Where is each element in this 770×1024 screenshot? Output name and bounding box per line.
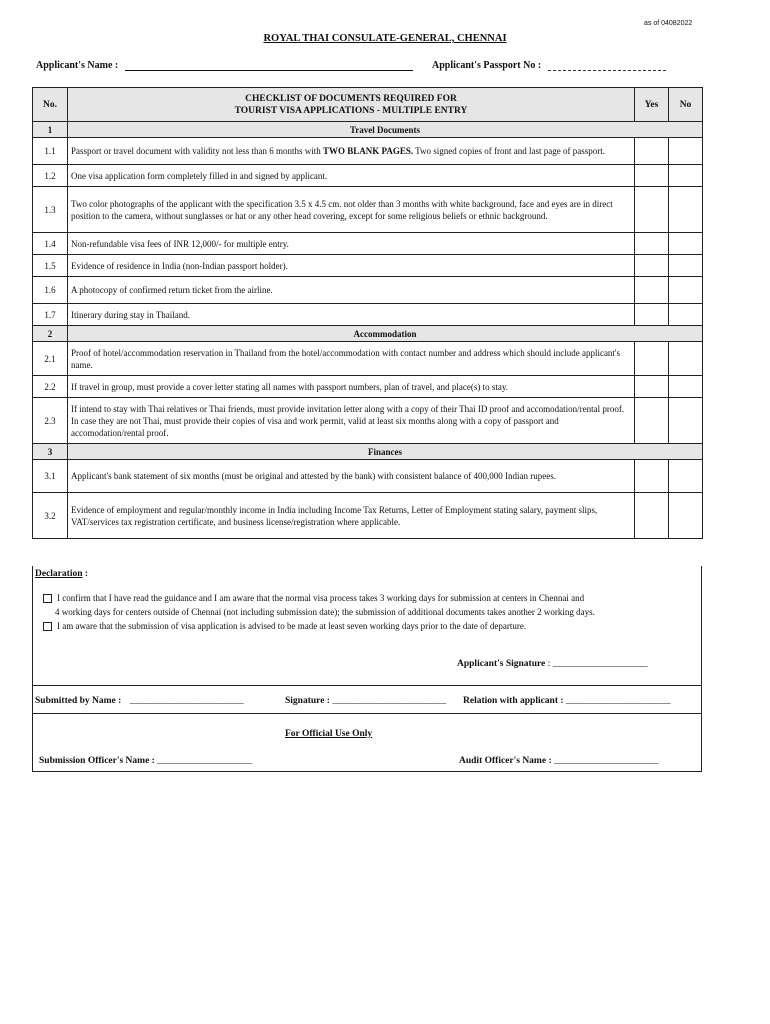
section-row bbox=[33, 444, 703, 460]
item-description: Non-refundable visa fees of INR 12,000/- for multiple entry. bbox=[68, 233, 635, 255]
applicant-signature-label: Applicant's Signature bbox=[457, 659, 546, 669]
declaration-item-1-line2: 4 working days for centers outside of Chennai (not including submission date); the submission of additional documents takes another 2 working days. bbox=[55, 607, 595, 617]
yes-checkbox-cell[interactable] bbox=[635, 165, 669, 187]
item-description: A photocopy of confirmed return ticket from the airline. bbox=[68, 277, 635, 304]
official-use-heading: For Official Use Only bbox=[285, 729, 373, 739]
submitted-by-field bbox=[35, 696, 244, 706]
checklist-table bbox=[32, 87, 703, 539]
item-description: Two color photographs of the applicant with the specification 3.5 x 4.5 cm. not older than 3 months with white background, face and eyes are in direct position to the camera, without sunglasses or hat or any other head covering, except for some religious beliefs or ethnic background. bbox=[68, 187, 635, 233]
checklist-item-row bbox=[33, 165, 703, 187]
section-row bbox=[33, 326, 703, 342]
audit-officer-field bbox=[459, 756, 658, 766]
checklist-item-row bbox=[33, 398, 703, 444]
submitter-signature-input[interactable]: ________________________ bbox=[332, 696, 447, 706]
section-number: 2 bbox=[33, 326, 68, 342]
item-description: If intend to stay with Thai relatives or Thai friends, must provide invitation letter along with a copy of their Thai ID proof and accomodation/rental proof. In case they are not Thai, must provide their copies of visa and work permit, valid at least six months along with a copy of passport and accomodation/rental proof. bbox=[68, 398, 635, 444]
yes-checkbox-cell[interactable] bbox=[635, 277, 669, 304]
checklist-item-row bbox=[33, 187, 703, 233]
no-checkbox-cell[interactable] bbox=[669, 255, 703, 277]
checklist-item-row bbox=[33, 277, 703, 304]
item-number: 2.2 bbox=[33, 376, 68, 398]
item-number: 3.1 bbox=[33, 460, 68, 493]
declaration-checkbox-2[interactable] bbox=[43, 622, 52, 631]
item-description: Proof of hotel/accommodation reservation in Thailand from the hotel/accommodation with contact number and address which should include applicant's name. bbox=[68, 342, 635, 376]
no-checkbox-cell[interactable] bbox=[669, 460, 703, 493]
item-description: If travel in group, must provide a cover letter stating all names with passport numbers, plan of travel, and place(s) to stay. bbox=[68, 376, 635, 398]
checklist-item-row bbox=[33, 255, 703, 277]
yes-checkbox-cell[interactable] bbox=[635, 138, 669, 165]
section-row bbox=[33, 122, 703, 138]
checklist-item-row bbox=[33, 493, 703, 539]
passport-field bbox=[432, 60, 666, 71]
submission-officer-input[interactable]: ____________________ bbox=[157, 756, 253, 766]
item-number: 1.6 bbox=[33, 277, 68, 304]
declaration-item-2-text: I am aware that the submission of visa application is advised to be made at least seven working days prior to the date of departure. bbox=[57, 621, 527, 631]
item-number: 3.2 bbox=[33, 493, 68, 539]
no-checkbox-cell[interactable] bbox=[669, 342, 703, 376]
no-checkbox-cell[interactable] bbox=[669, 187, 703, 233]
audit-officer-input[interactable]: ______________________ bbox=[553, 756, 659, 766]
checklist-item-row bbox=[33, 138, 703, 165]
passport-label: Applicant's Passport No : bbox=[432, 60, 542, 71]
declaration-item-1-line1: I confirm that I have read the guidance and I am aware that the normal visa process takes 3 working days for submission at centers in Chennai and bbox=[57, 593, 585, 603]
section-title: Accommodation bbox=[68, 326, 703, 342]
no-checkbox-cell[interactable] bbox=[669, 138, 703, 165]
checklist-item-row bbox=[33, 376, 703, 398]
no-column-header: No bbox=[669, 88, 703, 122]
yes-checkbox-cell[interactable] bbox=[635, 493, 669, 539]
item-number: 1.1 bbox=[33, 138, 68, 165]
version-date: as of 04082022 bbox=[644, 20, 693, 27]
no-checkbox-cell[interactable] bbox=[669, 376, 703, 398]
applicant-name-input[interactable] bbox=[125, 70, 413, 71]
no-checkbox-cell[interactable] bbox=[669, 398, 703, 444]
item-number: 2.3 bbox=[33, 398, 68, 444]
item-description: Itinerary during stay in Thailand. bbox=[68, 304, 635, 326]
applicant-name-label: Applicant's Name : bbox=[36, 60, 119, 71]
item-description: Applicant's bank statement of six months (must be original and attested by the bank) with consistent balance of 400,000 Indian rupees. bbox=[68, 460, 635, 493]
applicant-name-field bbox=[36, 60, 413, 71]
yes-checkbox-cell[interactable] bbox=[635, 398, 669, 444]
applicant-signature: Applicant's Signature : ____________________ bbox=[457, 659, 648, 669]
section-title: Travel Documents bbox=[68, 122, 703, 138]
submitted-by-input[interactable]: ________________________ bbox=[129, 696, 244, 706]
item-number: 1.4 bbox=[33, 233, 68, 255]
relation-field bbox=[463, 696, 670, 706]
no-header: No. bbox=[33, 88, 68, 122]
checklist-item-row bbox=[33, 233, 703, 255]
yes-checkbox-cell[interactable] bbox=[635, 304, 669, 326]
item-number: 1.7 bbox=[33, 304, 68, 326]
passport-input[interactable] bbox=[548, 70, 666, 71]
declaration-heading: Declaration : bbox=[35, 569, 89, 579]
submitted-by-label: Submitted by Name : bbox=[35, 696, 122, 706]
item-number: 1.3 bbox=[33, 187, 68, 233]
submitter-signature-field bbox=[285, 696, 446, 706]
audit-officer-label: Audit Officer's Name : bbox=[459, 756, 552, 766]
checklist-title-line1: CHECKLIST OF DOCUMENTS REQUIRED FOR bbox=[245, 93, 457, 104]
no-checkbox-cell[interactable] bbox=[669, 165, 703, 187]
declaration-item-1 bbox=[43, 592, 584, 605]
item-number: 2.1 bbox=[33, 342, 68, 376]
checklist-title bbox=[68, 88, 635, 122]
page-title: ROYAL THAI CONSULATE-GENERAL, CHENNAI bbox=[263, 33, 507, 44]
yes-checkbox-cell[interactable] bbox=[635, 342, 669, 376]
yes-checkbox-cell[interactable] bbox=[635, 233, 669, 255]
section-title: Finances bbox=[68, 444, 703, 460]
yes-checkbox-cell[interactable] bbox=[635, 376, 669, 398]
yes-header: Yes bbox=[635, 88, 669, 122]
item-description: One visa application form completely filled in and signed by applicant. bbox=[68, 165, 635, 187]
checklist-title-line2: TOURIST VISA APPLICATIONS - MULTIPLE ENTRY bbox=[234, 105, 468, 116]
checklist-item-row bbox=[33, 460, 703, 493]
item-number: 1.5 bbox=[33, 255, 68, 277]
yes-checkbox-cell[interactable] bbox=[635, 187, 669, 233]
applicant-signature-input[interactable]: ____________________ bbox=[552, 659, 648, 669]
no-checkbox-cell[interactable] bbox=[669, 277, 703, 304]
section-number: 3 bbox=[33, 444, 68, 460]
no-checkbox-cell[interactable] bbox=[669, 493, 703, 539]
relation-label: Relation with applicant : bbox=[463, 696, 564, 706]
declaration-section bbox=[32, 566, 702, 772]
declaration-item-2 bbox=[43, 620, 526, 633]
submitter-signature-label: Signature : bbox=[285, 696, 330, 706]
yes-checkbox-cell[interactable] bbox=[635, 460, 669, 493]
submission-officer-label: Submission Officer's Name : bbox=[39, 756, 155, 766]
yes-checkbox-cell[interactable] bbox=[635, 255, 669, 277]
section-number: 1 bbox=[33, 122, 68, 138]
submission-officer-field bbox=[39, 756, 252, 766]
item-description: Evidence of employment and regular/monthly income in India including Income Tax Returns, Letter of Employment stating salary, payment slips, VAT/services tax registration certificate, and business license/registration where applicable. bbox=[68, 493, 635, 539]
item-description: Evidence of residence in India (non-Indian passport holder). bbox=[68, 255, 635, 277]
no-checkbox-cell[interactable] bbox=[669, 233, 703, 255]
item-description: Passport or travel document with validity not less than 6 months with TWO BLANK PAGES. Two signed copies of front and last page of passport. bbox=[68, 138, 635, 165]
checklist-item-row bbox=[33, 304, 703, 326]
relation-input[interactable]: ______________________ bbox=[565, 696, 671, 706]
item-number: 1.2 bbox=[33, 165, 68, 187]
no-checkbox-cell[interactable] bbox=[669, 304, 703, 326]
checklist-item-row bbox=[33, 342, 703, 376]
declaration-checkbox-1[interactable] bbox=[43, 594, 52, 603]
